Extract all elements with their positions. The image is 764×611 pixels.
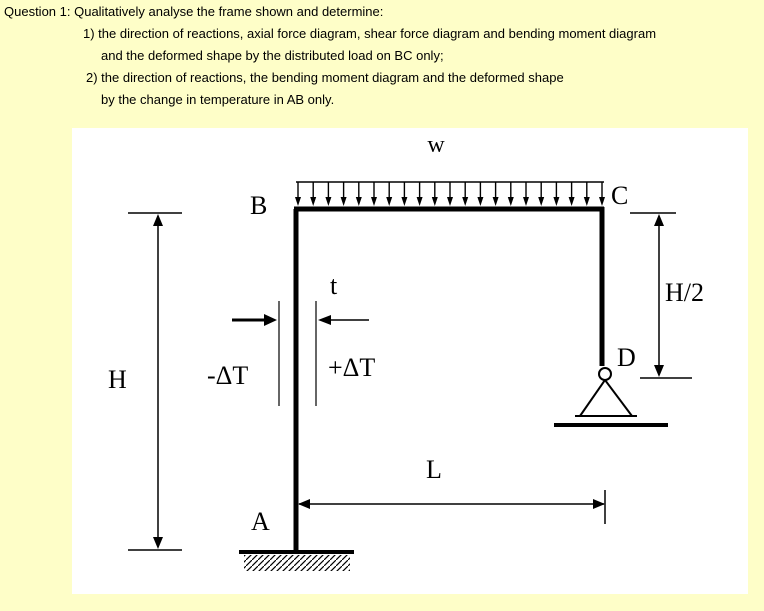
- load-arrow: [599, 182, 605, 206]
- frame-diagram: [72, 128, 748, 594]
- dimension-l: [298, 490, 605, 524]
- load-arrow: [356, 182, 362, 206]
- load-arrow: [584, 182, 590, 206]
- load-arrows: [295, 182, 605, 206]
- pin-support-d: [554, 368, 668, 425]
- load-arrow: [508, 182, 514, 206]
- node-a-label: A: [251, 507, 270, 536]
- load-arrow: [569, 182, 575, 206]
- load-arrow: [295, 182, 301, 206]
- load-arrow: [325, 182, 331, 206]
- load-arrow: [477, 182, 483, 206]
- load-arrow: [447, 182, 453, 206]
- load-arrow: [386, 182, 392, 206]
- half-height-label: H/2: [665, 278, 704, 307]
- pin-leg-left: [580, 380, 605, 416]
- question-part1-line1: 1) the direction of reactions, axial force diagram, shear force diagram and bending moment diagram: [83, 26, 657, 41]
- ground-hatch: [244, 555, 350, 571]
- load-arrow: [417, 182, 423, 206]
- node-b-label: B: [250, 191, 268, 220]
- load-arrow: [538, 182, 544, 206]
- load-label: w: [427, 132, 445, 158]
- load-arrow: [310, 182, 316, 206]
- temp-inside-label: +ΔT: [328, 353, 376, 382]
- thickness-label: t: [330, 271, 338, 300]
- fixed-support-a: [239, 552, 354, 571]
- question-part2-line2: by the change in temperature in AB only.: [101, 92, 335, 107]
- load-arrow: [401, 182, 407, 206]
- question-part2-line1: 2) the direction of reactions, the bending moment diagram and the deformed shape: [86, 70, 564, 85]
- load-arrow: [553, 182, 559, 206]
- load-arrow: [523, 182, 529, 206]
- thickness-arrow-right: [264, 314, 277, 326]
- pin-leg-right: [605, 380, 632, 416]
- node-c-label: C: [611, 181, 629, 210]
- question-part1-line2: and the deformed shape by the distributed load on BC only;: [101, 48, 444, 63]
- question-title: Question 1: Qualitatively analyse the frame shown and determine:: [4, 4, 384, 19]
- height-label: H: [108, 365, 127, 394]
- load-arrow: [462, 182, 468, 206]
- span-label: L: [426, 455, 442, 484]
- frame-figure: [72, 128, 748, 594]
- distributed-load: [295, 182, 605, 206]
- temp-outside-label: -ΔT: [207, 361, 249, 390]
- pin-circle: [599, 368, 611, 380]
- thickness-arrow-left: [318, 315, 331, 325]
- load-arrow: [371, 182, 377, 206]
- load-arrow: [341, 182, 347, 206]
- node-d-label: D: [617, 343, 636, 372]
- load-arrow: [493, 182, 499, 206]
- dimension-h: [128, 213, 182, 550]
- load-arrow: [432, 182, 438, 206]
